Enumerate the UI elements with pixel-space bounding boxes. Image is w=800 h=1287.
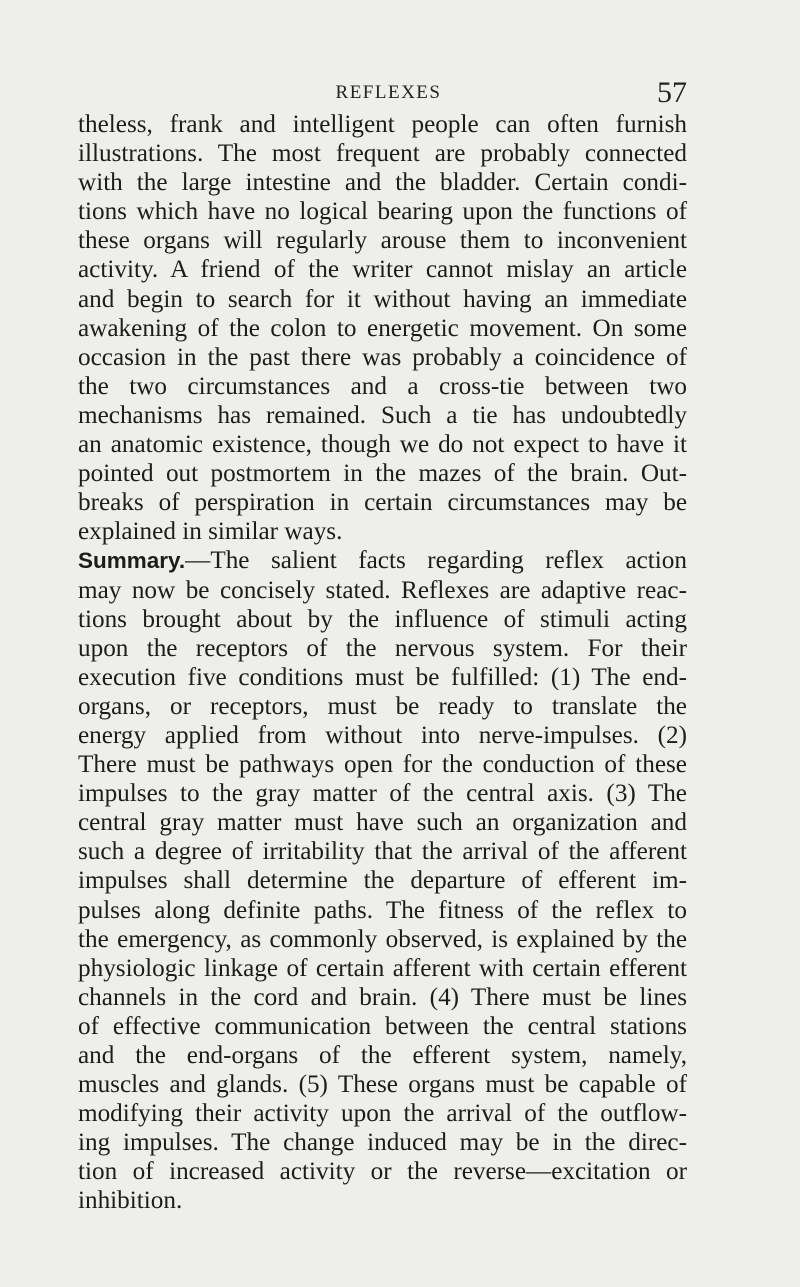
body-text [78,110,687,1216]
text-line: organs, or receptors, must be ready to translate the [78,692,687,720]
text-line: of effective communication between the central stations [78,1012,687,1040]
text-line: occasion in the past there was probably a coincidence of [78,343,687,371]
text-line: impulses to the gray matter of the central axis. (3) The [78,780,687,808]
text-line: theless, frank and intelligent people can often furnish [78,111,687,138]
text-line: upon the receptors of the nervous system. For their [78,634,687,662]
text-line [78,546,687,575]
text-line: pointed out postmortem in the mazes of the brain. Out- [78,460,687,488]
page-number: 57 [657,76,687,109]
text-line: execution five conditions must be fulfilled: (1) The end- [78,663,687,691]
text-line: the two circumstances and a cross-tie between two [78,372,687,400]
text-line: modifying their activity upon the arrival of the outflow- [78,1100,687,1128]
page-header [78,78,687,108]
text-line: impulses shall determine the departure of efferent im- [78,867,687,895]
text-line: awakening of the colon to energetic movement. On some [78,314,687,342]
text-line: activity. A friend of the writer cannot mislay an article [78,256,687,284]
text-line: such a degree of irritability that the arrival of the afferent [78,838,687,866]
text-line: energy applied from without into nerve-impulses. (2) [78,721,687,749]
text-line: tion of increased activity or the reverse—excitation or [78,1158,687,1186]
summary-paragraph [78,546,687,1215]
section-lead: Summary. [78,548,186,574]
text-line: central gray matter must have such an organization and [78,809,687,837]
text-line: and the end-organs of the efferent system, namely, [78,1042,687,1069]
text-line: tions brought about by the influence of stimuli acting [78,605,687,633]
text-line: an anatomic existence, though we do not expect to have it [78,431,687,459]
text-line: and begin to search for it without having an immediate [78,285,687,313]
text-line: with the large intestine and the bladder. Certain condi- [78,169,687,197]
text-line: explained in similar ways. [78,518,343,546]
running-head: REFLEXES [335,82,442,103]
text-line: may now be concisely stated. Reflexes are adaptive reac- [78,576,687,604]
text-line: these organs will regularly arouse them to inconvenient [78,227,687,255]
text-line: pulses along definite paths. The fitness of the reflex to [78,896,687,924]
text-line: muscles and glands. (5) These organs must be capable of [78,1071,687,1099]
text-line: ing impulses. The change induced may be in the direc- [78,1129,687,1157]
text-line: inhibition. [78,1187,183,1215]
text-line: channels in the cord and brain. (4) There must be lines [78,983,687,1011]
lead-line-rest: —The salient facts regarding reflex action [185,547,687,575]
text-line: mechanisms has remained. Such a tie has undoubtedly [78,401,687,429]
text-line: the emergency, as commonly observed, is explained by the [78,925,687,953]
text-line: physiologic linkage of certain afferent with certain efferent [78,954,687,982]
text-line: tions which have no logical bearing upon the functions of [78,198,687,226]
text-line: There must be pathways open for the conduction of these [78,751,687,779]
text-line: breaks of perspiration in certain circumstances may be [78,489,687,517]
paragraph-continuation [78,110,687,546]
text-line: illustrations. The most frequent are probably connected [78,140,687,168]
